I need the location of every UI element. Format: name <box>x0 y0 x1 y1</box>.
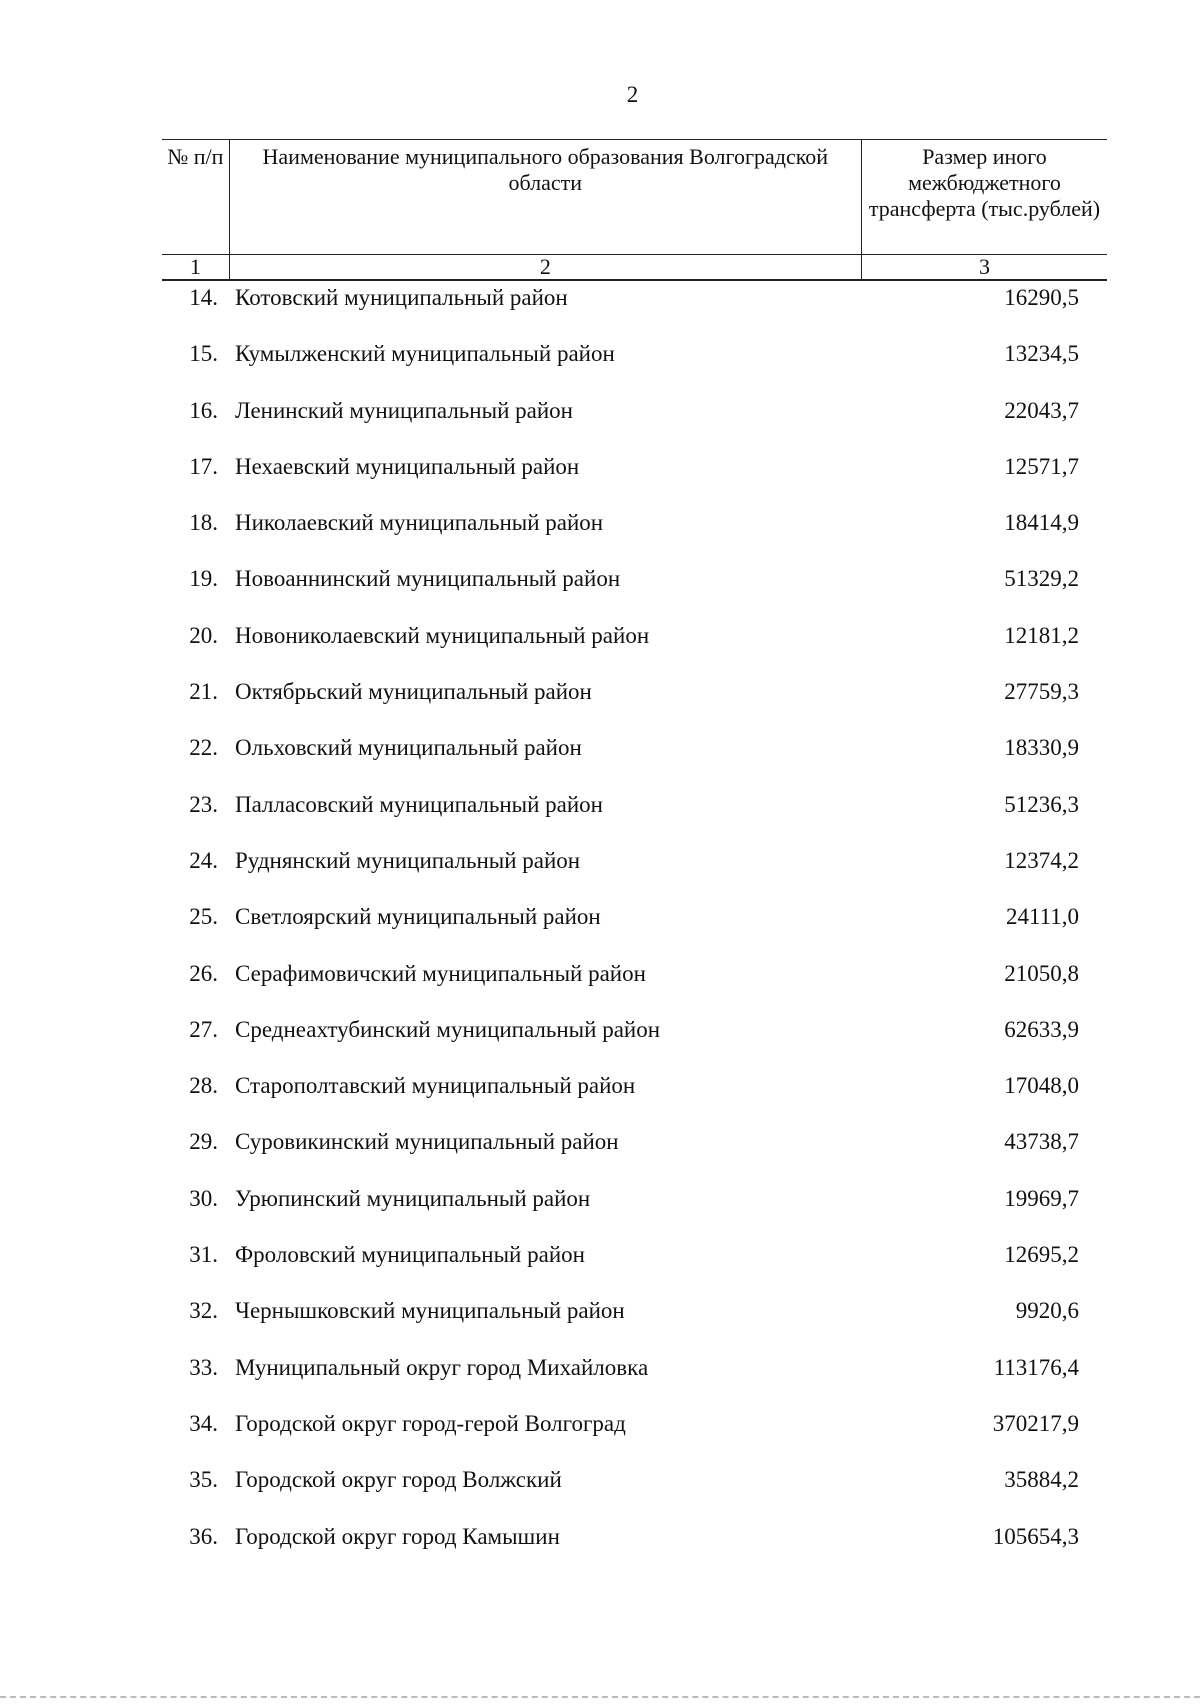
row-name: Городской округ город-герой Волгоград <box>235 1410 626 1436</box>
row-name: Новоаннинский муниципальный район <box>235 566 621 592</box>
row-name: Нехаевский муниципальный район <box>235 453 580 479</box>
row-name: Руднянский муниципальный район <box>235 847 581 873</box>
row-value: 12181,2 <box>1004 622 1079 648</box>
table-row <box>0 282 1200 338</box>
row-number: 23. <box>189 791 218 817</box>
row-value: 18414,9 <box>1004 510 1079 536</box>
row-number: 22. <box>189 735 218 761</box>
row-number: 34. <box>189 1410 218 1436</box>
scan-artifact-line <box>0 1696 1200 1698</box>
table-row <box>0 620 1200 676</box>
row-value: 51329,2 <box>1004 566 1079 592</box>
header-row <box>162 140 1107 255</box>
row-number: 28. <box>189 1073 218 1099</box>
table-row <box>0 1070 1200 1126</box>
row-number: 15. <box>189 341 218 367</box>
row-number: 19. <box>189 566 218 592</box>
row-value: 12374,2 <box>1004 847 1079 873</box>
column-number-1: 1 <box>162 255 229 281</box>
table-row <box>0 1352 1200 1408</box>
row-name: Светлоярский муниципальный район <box>235 904 601 930</box>
row-name: Старополтавский муниципальный район <box>235 1073 636 1099</box>
page-number: 2 <box>626 82 639 107</box>
column-number-2: 2 <box>229 255 861 281</box>
row-name: Чернышковский муниципальный район <box>235 1298 625 1324</box>
row-value: 16290,5 <box>1004 285 1079 310</box>
table-row <box>0 958 1200 1014</box>
row-name: Серафимовичский муниципальный район <box>235 960 646 986</box>
row-number: 33. <box>189 1354 218 1380</box>
row-name: Котовский муниципальный район <box>235 285 568 310</box>
table-row <box>0 507 1200 563</box>
table-row <box>0 338 1200 394</box>
row-value: 113176,4 <box>993 1354 1079 1380</box>
row-number: 21. <box>189 679 218 705</box>
table-header <box>162 139 1107 281</box>
row-value: 43738,7 <box>1004 1129 1079 1155</box>
table-row <box>0 732 1200 788</box>
column-numbers-row <box>162 255 1107 281</box>
header-col-number: № п/п <box>162 140 229 255</box>
table-row <box>0 1126 1200 1182</box>
row-number: 30. <box>189 1185 218 1211</box>
row-value: 19969,7 <box>1004 1185 1079 1211</box>
table-row <box>0 1464 1200 1520</box>
row-number: 32. <box>189 1298 218 1324</box>
table-row <box>0 1521 1200 1577</box>
row-name: Кумылженский муниципальный район <box>235 341 615 367</box>
row-value: 22043,7 <box>1004 397 1079 423</box>
row-name: Палласовский муниципальный район <box>235 791 603 817</box>
row-name: Фроловский муниципальный район <box>235 1242 585 1268</box>
table-row <box>0 1408 1200 1464</box>
row-value: 24111,0 <box>1005 904 1079 930</box>
table-row <box>0 451 1200 507</box>
row-name: Урюпинский муниципальный район <box>235 1185 591 1211</box>
row-value: 35884,2 <box>1004 1467 1079 1493</box>
table-row <box>0 395 1200 451</box>
row-name: Муниципальный округ город Михайловка <box>235 1354 649 1380</box>
table-row <box>0 563 1200 619</box>
table-row <box>0 1014 1200 1070</box>
row-value: 12571,7 <box>1004 453 1079 479</box>
row-name: Ольховский муниципальный район <box>235 735 582 761</box>
table-row <box>0 1295 1200 1351</box>
row-number: 14. <box>189 285 218 310</box>
row-name: Городской округ город Волжский <box>235 1467 562 1493</box>
row-value: 13234,5 <box>1004 341 1079 367</box>
header-col-amount: Размер иного межбюджетного трансферта (тыс.рублей) <box>861 140 1107 255</box>
row-number: 31. <box>189 1242 218 1268</box>
row-number: 16. <box>189 397 218 423</box>
row-number: 35. <box>189 1467 218 1493</box>
row-value: 370217,9 <box>992 1410 1079 1436</box>
row-number: 36. <box>189 1523 218 1549</box>
header-col-name: Наименование муниципального образования Волгоградской области <box>229 140 861 255</box>
row-number: 27. <box>189 1016 218 1042</box>
row-number: 25. <box>189 904 218 930</box>
table-row <box>0 1239 1200 1295</box>
row-value: 17048,0 <box>1004 1073 1079 1099</box>
table-row <box>0 676 1200 732</box>
row-number: 18. <box>189 510 218 536</box>
row-value: 18330,9 <box>1004 735 1079 761</box>
row-name: Николаевский муниципальный район <box>235 510 604 536</box>
row-value: 105654,3 <box>992 1523 1079 1549</box>
row-name: Октябрьский муниципальный район <box>235 679 592 705</box>
row-value: 51236,3 <box>1004 791 1079 817</box>
row-value: 62633,9 <box>1004 1016 1079 1042</box>
row-name: Городской округ город Камышин <box>235 1523 560 1549</box>
table-row <box>0 1183 1200 1239</box>
row-name: Новониколаевский муниципальный район <box>235 622 650 648</box>
row-name: Суровикинский муниципальный район <box>235 1129 619 1155</box>
column-number-3: 3 <box>861 255 1107 281</box>
row-number: 24. <box>189 847 218 873</box>
row-number: 29. <box>189 1129 218 1155</box>
row-number: 20. <box>189 622 218 648</box>
table-row <box>0 901 1200 957</box>
row-number: 26. <box>189 960 218 986</box>
row-value: 9920,6 <box>1015 1298 1079 1324</box>
row-value: 27759,3 <box>1004 679 1079 705</box>
row-name: Ленинский муниципальный район <box>235 397 573 423</box>
row-name: Среднеахтубинский муниципальный район <box>235 1016 661 1042</box>
row-value: 21050,8 <box>1004 960 1079 986</box>
row-value: 12695,2 <box>1004 1242 1079 1268</box>
row-number: 17. <box>189 453 218 479</box>
table-row <box>0 789 1200 845</box>
table-row <box>0 845 1200 901</box>
table-body <box>0 282 1200 1577</box>
